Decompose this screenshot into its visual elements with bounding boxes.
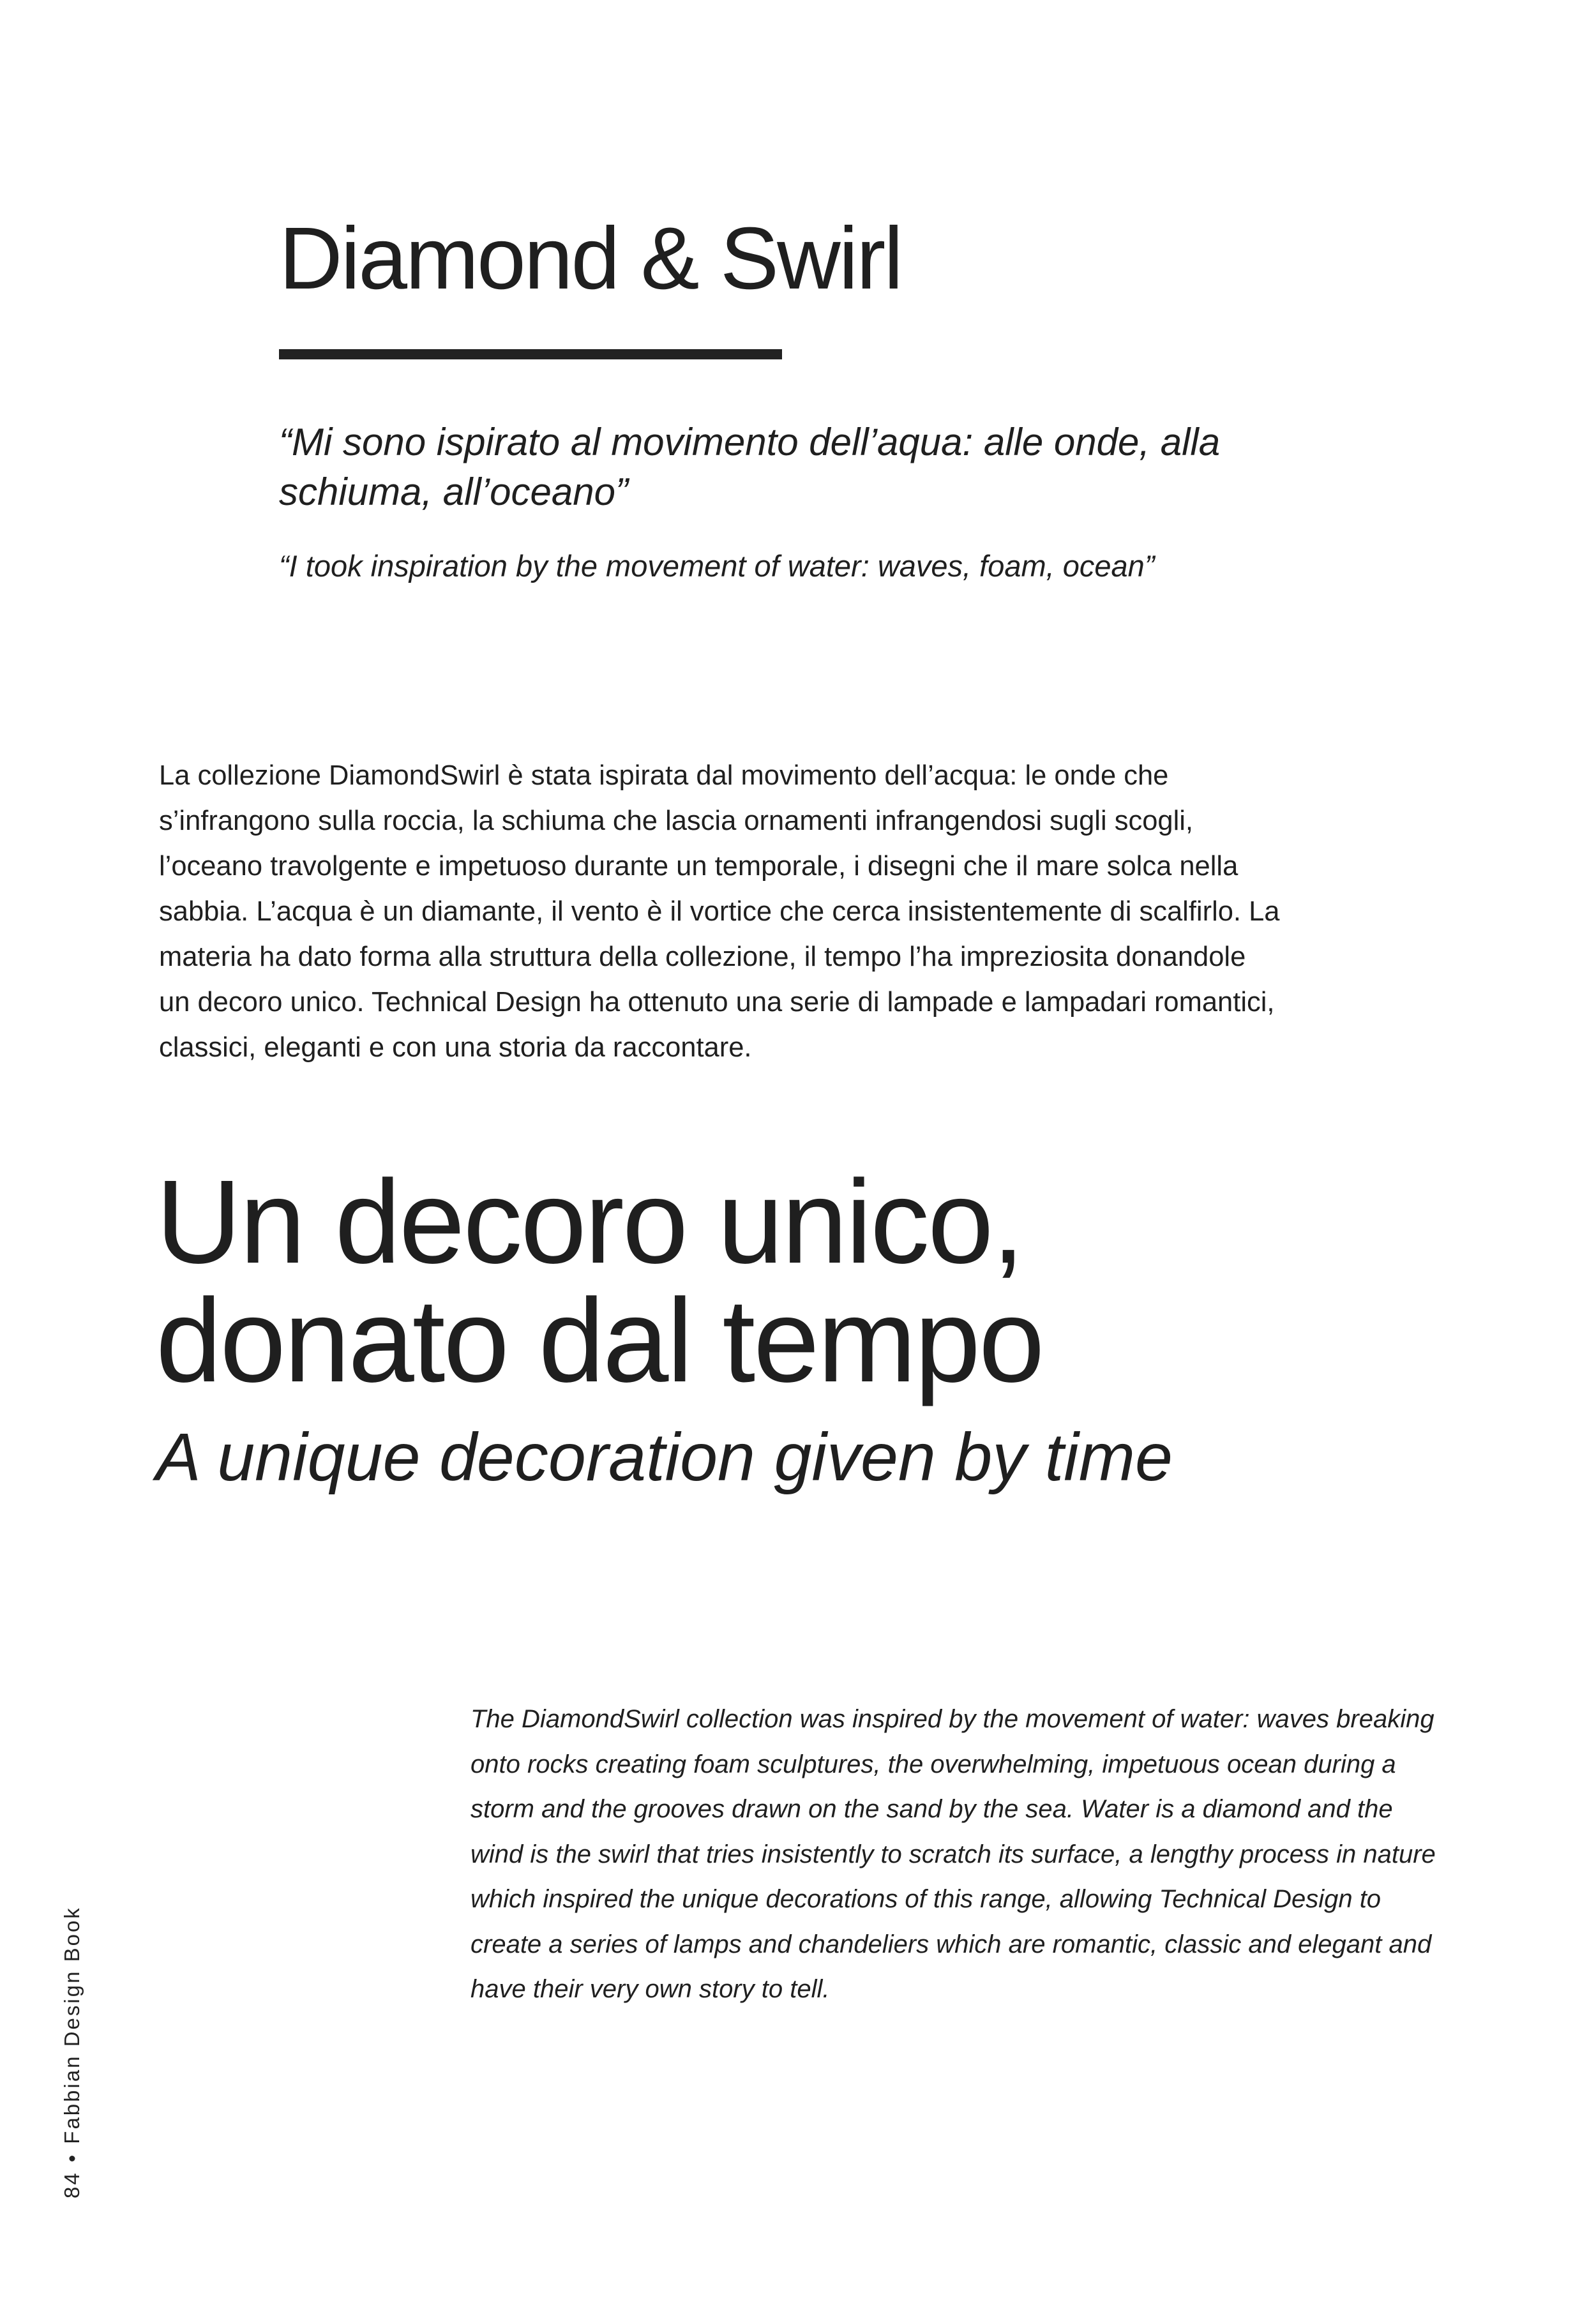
body-english-line: have their very own story to tell. [471, 1975, 830, 2003]
headline [156, 1156, 1043, 1407]
body-english-line: which inspired the unique decorations of this range, allowing Technical Design to [471, 1885, 1381, 1913]
body-italian-line: s’infrangono sulla roccia, la schiuma che lascia ornamenti infrangendosi sugli scogli, [159, 806, 1194, 836]
title-underline [279, 349, 782, 359]
page-footer [56, 1560, 88, 2198]
quote-english: “I took inspiration by the movement of water: waves, foam, ocean” [279, 549, 1155, 583]
body-english-line: create a series of lamps and chandeliers which are romantic, classic and elegant and [471, 1930, 1432, 1958]
page-title: Diamond & Swirl [279, 209, 901, 308]
subheadline: A unique decoration given by time [156, 1420, 1173, 1495]
body-italian-line: materia ha dato forma alla struttura della collezione, il tempo l’ha impreziosita donandole [159, 942, 1246, 972]
page-number: 84 [60, 2171, 84, 2198]
body-english [471, 1697, 1524, 2012]
body-english-line: The DiamondSwirl collection was inspired by the movement of water: waves breaking [471, 1705, 1434, 1733]
body-italian-line: La collezione DiamondSwirl è stata ispirata dal movimento dell’acqua: le onde che [159, 760, 1169, 791]
body-english-line: wind is the swirl that tries insistently to scratch its surface, a lengthy process in nature [471, 1840, 1436, 1868]
body-english-line: storm and the grooves drawn on the sand by the sea. Water is a diamond and the [471, 1795, 1393, 1823]
body-italian-line: l’oceano travolgente e impetuoso durante un temporale, i disegni che il mare solca nella [159, 851, 1238, 882]
book-title: Fabbian Design Book [60, 1906, 84, 2144]
body-italian-line: sabbia. L’acqua è un diamante, il vento è il vortice che cerca insistentemente di scalfirlo. La [159, 896, 1280, 927]
body-italian-line: classici, eleganti e con una storia da raccontare. [159, 1032, 752, 1063]
headline-line: Un decoro unico, [156, 1156, 1023, 1288]
body-italian [159, 753, 1500, 1071]
footer-separator: • [60, 2152, 84, 2163]
body-italian-line: un decoro unico. Technical Design ha ottenuto una serie di lampade e lampadari romantici, [159, 987, 1275, 1018]
quote-italian: “Mi sono ispirato al movimento dell’aqua: alle onde, alla schiuma, all’oceano” [279, 421, 1221, 513]
headline-line: donato dal tempo [156, 1275, 1043, 1407]
body-english-line: onto rocks creating foam sculptures, the overwhelming, impetuous ocean during a [471, 1750, 1396, 1778]
